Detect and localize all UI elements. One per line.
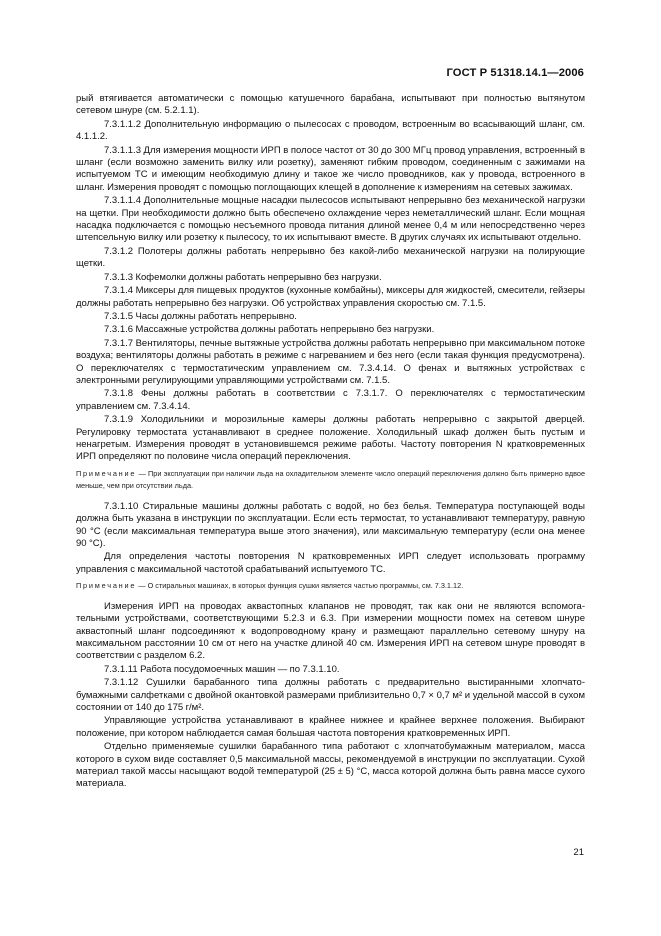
- note-label: Примечание: [76, 468, 137, 478]
- paragraph: Для определения частоты повторения N кратковременных ИРП следует использовать программу управления с максимальной частотой срабатываний испытуемого ТС.: [76, 551, 585, 575]
- note-2: [76, 580, 585, 593]
- note-label: Примечание: [76, 581, 137, 591]
- paragraph: 7.3.1.2 Полотеры должны работать непрерывно без какой-либо механической нагрузки на полирующие щетки.: [76, 245, 585, 270]
- paragraph: 7.3.1.12 Сушилки барабанного типа должны работать с предварительно выстиранными хлопчатобумажными салфетками с двойной окантовкой размерами приблизительно 0,7 × 0,7 м² и удельной массой в сухом состоянии от 140 до 175 г/м².: [76, 677, 585, 713]
- paragraph: 7.3.1.1.2 Дополнительную информацию о пылесосах с проводом, встроенным во всасывающий шланг, см. 4.1.1.2.: [76, 118, 585, 143]
- page-number: 21: [573, 847, 584, 858]
- paragraph-group-2: [76, 501, 585, 576]
- paragraph: 7.3.1.5 Часы должны работать непрерывно.: [104, 310, 297, 322]
- paragraph: 7.3.1.9 Холодильники и морозильные камеры должны работать непрерывно с закрытой дверцей. Регулировку термостата устанавливают в среднее положение. Холодильный шкаф должен быть пустым и ненагретым. Измерения проводят в установившемся режиме работы. Частоту повторения N кратковременных ИРП определяют по половине числа операций переключения.: [76, 414, 585, 463]
- note-1: [76, 468, 585, 493]
- paragraph-group-3: [76, 601, 585, 791]
- note-text: — О стиральных машинах, в которых функция сушки является частью программы, см. 7.3.1.12.: [138, 581, 464, 591]
- paragraph: 7.3.1.4 Миксеры для пищевых продуктов (кухонные комбайны), миксеры для жидкостей, смесители, гейзеры должны работать непрерывно без нагрузки. Об устройствах управления скоростью см. 7.1.5.: [76, 285, 585, 309]
- document-header: ГОСТ Р 51318.14.1—2006: [446, 67, 584, 79]
- note-text: — При эксплуатации при наличии льда на охладительном элементе число операций переключения должно быть примерно вдвое меньше, чем при отсутствии льда.: [76, 468, 586, 491]
- paragraph: 7.3.1.3 Кофемолки должны работать непрерывно без нагрузки.: [104, 271, 382, 283]
- paragraph: 7.3.1.6 Массажные устройства должны работать непрерывно без нагрузки.: [104, 324, 435, 336]
- paragraph: 7.3.1.11 Работа посудомоечных машин — по 7.3.1.10.: [104, 663, 340, 675]
- paragraph: Управляющие устройства устанавливают в крайнее нижнее и крайнее верхнее положения. Выбирают положение, при котором наблюдается самая большая частота повторения кратковременных ИРП.: [76, 715, 585, 739]
- paragraph: 7.3.1.7 Вентиляторы, печные вытяжные устройства должны работать непрерывно при максимальном потоке воздуха; вентиляторы должны работать в режиме с нагреванием и без него (если такая функция предусмотрена). О переключателях с термостатическим управлением см. 7.3.4.14. О фенах и вытяжных устройствах с электронными регулирующими управляющими устройствами см. 7.1.5.: [76, 337, 585, 386]
- document-body: [76, 93, 585, 792]
- paragraph: 7.3.1.10 Стиральные машины должны работать с водой, но без белья. Температура поступающей воды должна быть указана в инструкции по эксплуатации. Если есть термостат, то устанавливают температуру, равную 90 °С (если максимальная температура выше этого значения), или максимальную температуру (если она менее 90 °С).: [76, 500, 585, 549]
- paragraph: рый втягивается автоматически с помощью катушечного барабана, испытывают при полностью вытянутом сетевом шнуре (см. 5.2.1.1).: [76, 93, 585, 117]
- paragraph: 7.3.1.1.4 Дополнительные мощные насадки пылесосов испытывают непрерывно без механической нагрузки на щетки. При необходимости должно быть обеспечено охлаждение через неметаллический шланг. Если мощная насадка подключается с помощью несъемного провода питания длиной менее 0,4 м или непосредственно через штепсельную вилку или розетку к пылесосу, то их испытывают вместе. В других случаях их испытывают отдельно.: [76, 195, 585, 244]
- paragraph: Отдельно применяемые сушилки барабанного типа работают с хлопчатобумажным материалом, масса которого в сухом виде составляет 0,5 максимальной массы, рекомендуемой в инструкции по эксплуатации. Сухой материал такой массы насыщают водой температурой (25 ± 5) °С, масса которой должна быть равна массе сухого материала.: [76, 741, 585, 790]
- paragraph: Измерения ИРП на проводах аквастопных клапанов не проводят, так как они не являются вспомогательными устройствами, соответствующими 5.2.3 и 6.3. При измерении мощности помех на сетевом шнуре аквастопный шланг подсоединяют к водопроводному крану и размещают параллельно сетевому шнуру на максимальном расстоянии 10 см от него на участке длиной 40 см. Измерения ИРП на сетевом шнуре проводят в соответствии с разделом 6.2.: [76, 600, 585, 662]
- paragraph-group-1: [76, 93, 585, 464]
- paragraph: 7.3.1.1.3 Для измерения мощности ИРП в полосе частот от 30 до 300 МГц провод управления, встроенный в шланг (если возможно заменить вилку или розетку), заменяют гибким проводом, соединенным с зажимами на испытуемом ТС и имеющим необходимую длину и такое же число проводников, как у провода, встроенного в шланг. Измерения проводят с помощью поглощающих клещей в дополнение к измерениям на сетевых зажимах.: [76, 144, 585, 193]
- paragraph: 7.3.1.8 Фены должны работать в соответствии с 7.3.1.7. О переключателях с термостатическим управлением см. 7.3.4.14.: [76, 388, 585, 412]
